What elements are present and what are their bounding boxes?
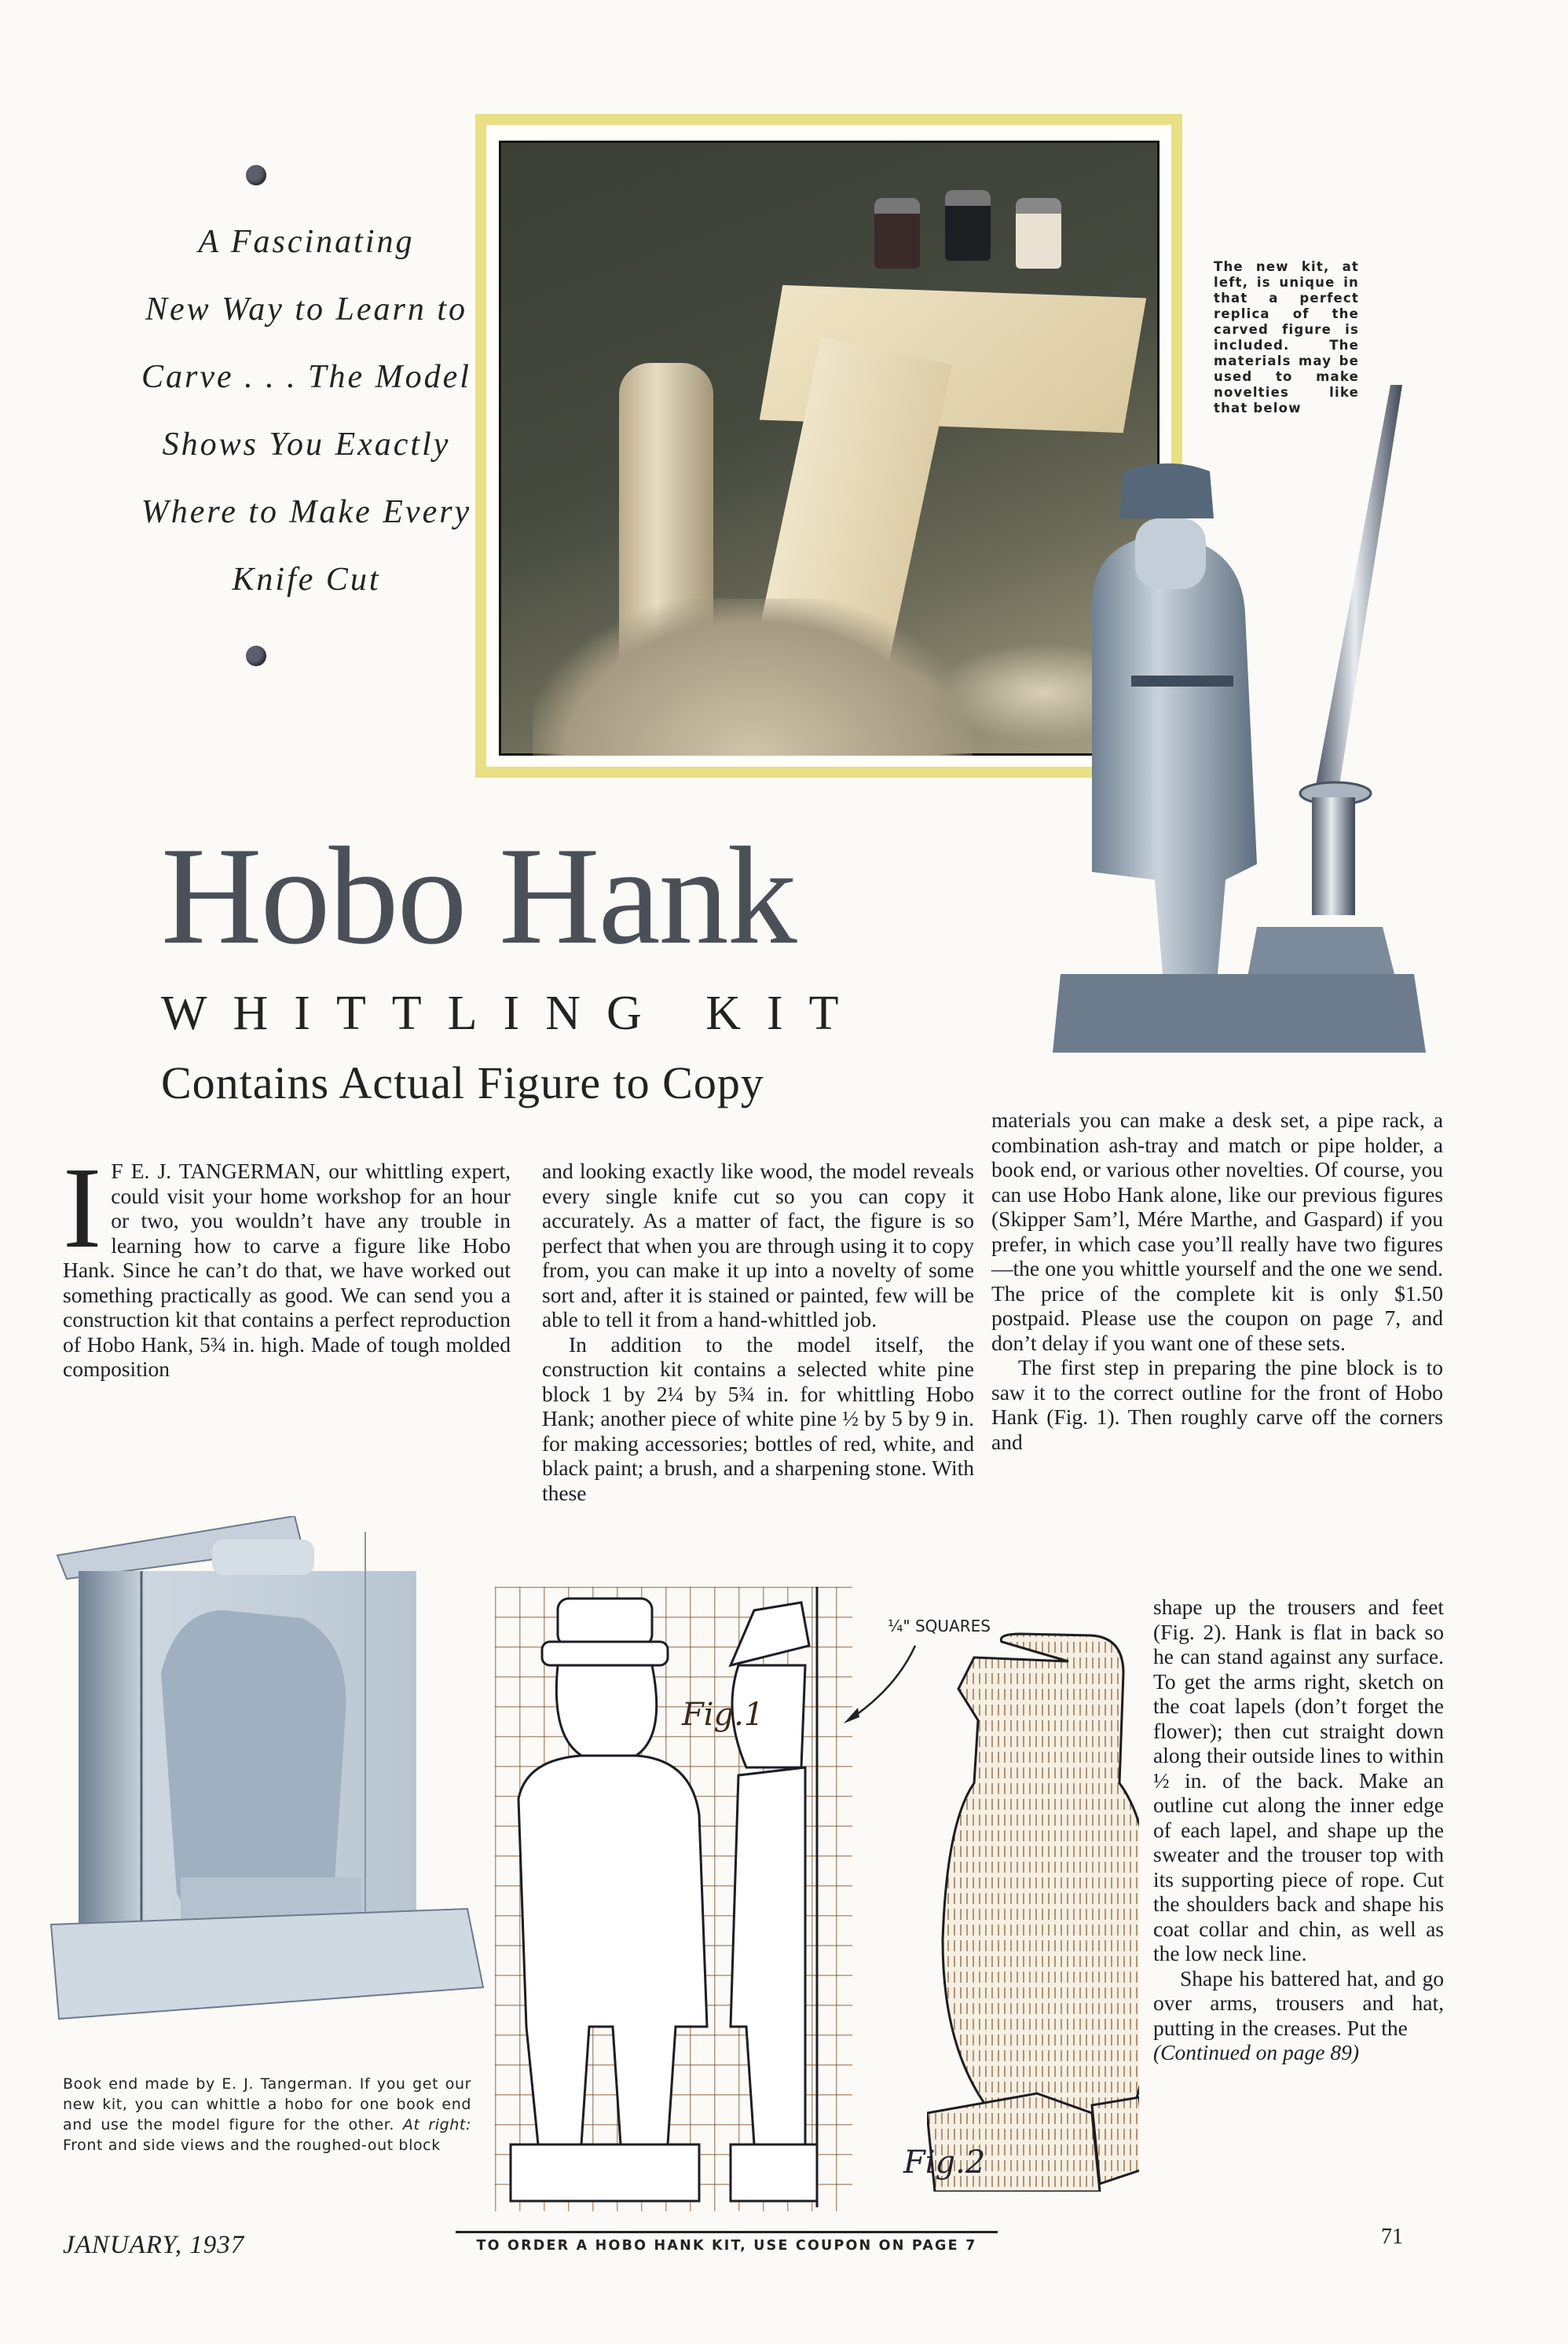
book-end-caption: Book end made by E. J. Tangerman. If you get our new kit, you can whittle a hobo for one book end and use the model figure for the other. At right: Front and side views and the roughed-out block (63, 2075, 471, 2154)
deck-text (134, 208, 479, 613)
article-column-1 (63, 1144, 511, 1382)
hands (533, 599, 973, 756)
deck-line: A Fascinating (198, 224, 415, 260)
paragraph: The first step in preparing the pine block is to saw it to the correct outline for the front of Hobo Hank (Fig. 1). Then roughly carve off the corners and (991, 1355, 1443, 1454)
fig2-label: Fig.2 (903, 2144, 986, 2181)
paint-jar-white (1016, 198, 1061, 269)
deck-line: New Way to Learn to (145, 291, 468, 328)
desk-set-photo (1045, 377, 1453, 1068)
paragraph: and looking exactly like wood, the model reveals every single knife cut so you can copy it accurately. As a matter of fact, the figure is so perfect that when you are through using it to copy from, you can make it up into a novelty of some sort and, after it is stained or painted, few will be able to tell it from a hand-whittled job. (542, 1159, 974, 1331)
article-column-3-continued (1153, 1595, 1444, 2065)
book-end-photo (43, 1516, 499, 2035)
article-column-2 (542, 1159, 974, 1505)
paragraph: F E. J. TANGERMAN, our whittling expert, could visit your home workshop for an hour or two, you wouldn’t have any trouble in learning how to carve a figure like Hobo Hank. Since he can’t do that, we have worked out something practically as good. We can send you a construction kit that contains a perfect reproduction of Hobo Hank, 5¾ in. high. Made of tough molded composition (63, 1159, 511, 1381)
article-subtitle: WHITTLING KIT (161, 987, 865, 1040)
deck-line: Shows You Exactly (162, 427, 451, 463)
article-title: Hobo Hank (161, 818, 796, 973)
issue-date: JANUARY, 1937 (63, 2231, 245, 2259)
deck-line: Knife Cut (232, 562, 381, 598)
paint-jar-black (945, 190, 991, 261)
order-notice: TO ORDER A HOBO HANK KIT, USE COUPON ON PAGE 7 (456, 2231, 998, 2254)
paragraph: materials you can make a desk set, a pipe rack, a combination ash-tray and match or pipe holder, a book end, or various other novelties. Of course, you can use Hobo Hank alone, like our previous figures (Skipper Sam’l, Mére Marthe, and Gaspard) if you prefer, in which case you’ll really have two figures—the one you whittle yourself and the one we send. The price of the complete kit is only $1.50 postpaid. Please use the coupon on page 7, and don’t delay if you want one of these sets. (991, 1108, 1443, 1355)
fig1-grid-drawing (495, 1587, 852, 2211)
bullet-dot-bottom (246, 646, 266, 666)
hobo-front-side-views (495, 1587, 852, 2211)
article-column-3 (991, 1108, 1443, 1454)
fig2-roughed-out-block (927, 1626, 1139, 2192)
drop-cap: I (63, 1144, 102, 1273)
fig1-label: Fig.1 (682, 1697, 764, 1733)
paragraph: shape up the trousers and feet (Fig. 2). Hank is flat in back so he can stand against any surface. To get the arms right, sketch on the coat lapels (don’t forget the flower); then cut straight down along their outside lines to within ½ in. of the back. Make an outline cut along the inner edge of each lapel, and shape up the sweater and the trouser top with its supporting piece of rope. Cut the shoulders back and shape his coat collar and chin, as well as the low neck line. (1153, 1595, 1444, 1965)
continued-link[interactable]: (Continued on page 89) (1153, 2040, 1359, 2064)
deck-line: Carve . . . The Model (141, 359, 471, 395)
bullet-dot-top (246, 165, 266, 185)
page-number: 71 (1381, 2225, 1403, 2249)
paragraph: Shape his battered hat, and go over arms, trousers and hat, putting in the creases. Put the (1153, 1965, 1444, 2040)
article-tagline: Contains Actual Figure to Copy (161, 1057, 764, 1108)
deck-line: Where to Make Every (141, 494, 472, 530)
paragraph: In addition to the model itself, the construction kit contains a selected white pine block 1 by 2¼ by 5¾ in. for whittling Hobo Hank; another piece of white pine ½ by 5 by 9 in. for making accessories; bottles of red, white, and black paint; a brush, and a sharpening stone. With these (542, 1331, 974, 1505)
arrow-icon (841, 1642, 927, 1728)
quarter-inch-squares-label: ¼" SQUARES (888, 1617, 991, 1635)
kit-photo-caption: The new kit, at left, is unique in that a perfect replica of the carved figure is included. The materials may be used to make novelties like that below (1214, 259, 1359, 416)
paint-jar-red (874, 198, 920, 269)
